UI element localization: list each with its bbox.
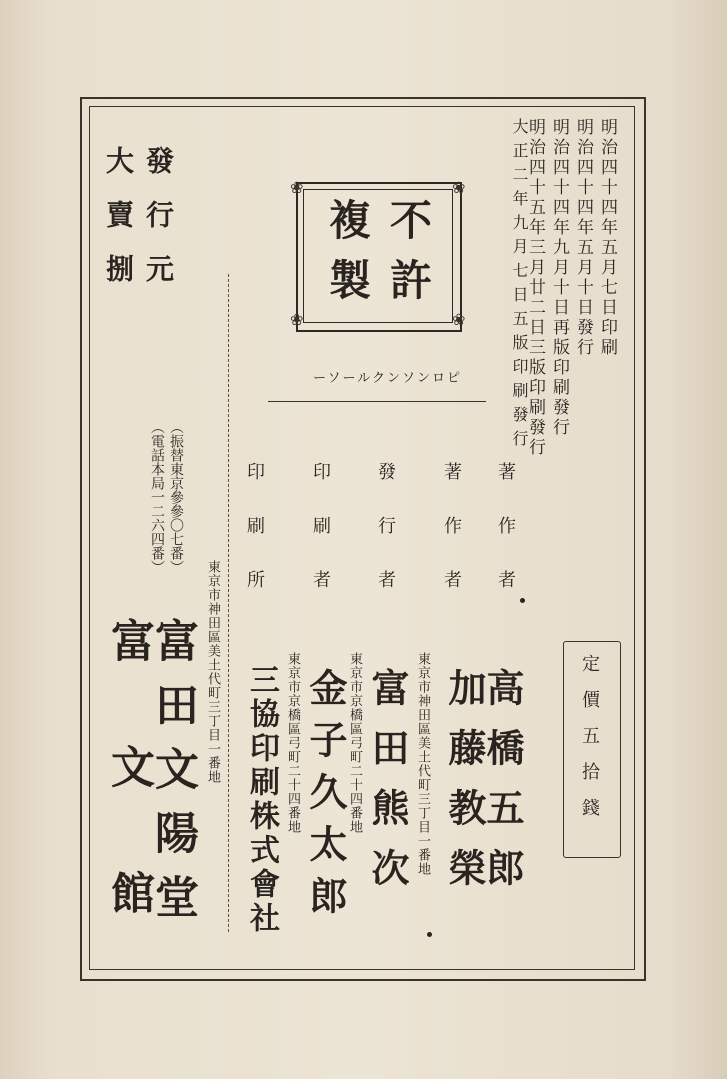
phone-line-2: （電話本局一二六四番） [149,420,165,574]
name-publisher: 富田熊次 [365,668,410,908]
corner-ornament-icon: ❀ [452,310,466,329]
address-printshop: 東京市京橋區弓町二十四番地 [285,652,300,834]
date-line-1: 明治四十四年五月七日印刷 [597,118,617,358]
name-author-1: 高橋五郎 [480,668,525,908]
left-heading-2: 大賣捌 [102,146,135,308]
date-line-3: 明治四十四年九月十日再版印刷發行 [549,118,569,438]
dot-mark [520,598,525,603]
name-author-2: 加藤教榮 [442,668,487,908]
date-line-4: 明治四十五年三月廿二日三版印刷發行 [525,118,545,458]
left-heading-1: 發行元 [142,146,175,308]
phone-line-1: （振替東京參參〇七番） [168,420,184,574]
stamp-text-1: 不許 [384,198,433,318]
role-printer: 印刷者 [310,462,331,624]
publisher-name-1: 富田文陽堂 [147,618,198,938]
corner-ornament-icon: ❀ [290,178,304,197]
role-author-2: 著作者 [441,462,462,624]
address-printer: 東京市京橋區弓町二十四番地 [347,652,362,834]
name-printer: 金子久太郎 [303,668,348,928]
date-line-5: 大正二年九月七日五版印刷發行 [510,118,529,454]
address-left: 東京市神田區美土代町三丁目一番地 [205,560,220,784]
role-printshop: 印刷所 [244,462,265,624]
dot-mark [427,932,432,937]
name-printshop: 三協印刷株式會社 [244,664,279,936]
publisher-name-2: 富文館 [103,618,154,996]
role-author-1: 著作者 [495,462,516,624]
stamp-text-2: 複製 [323,198,372,318]
corner-ornament-icon: ❀ [290,310,304,329]
book-caption: ーソールクンソンロピ [313,371,462,386]
date-line-2: 明治四十四年五月十日發行 [573,118,593,358]
caption-rule [268,401,486,402]
role-publisher: 發行者 [375,462,396,624]
dashed-separator [228,274,229,932]
price-label: 定價五拾錢 [579,654,600,834]
corner-ornament-icon: ❀ [452,178,466,197]
address-publisher: 東京市神田區美土代町三丁目一番地 [415,652,430,876]
